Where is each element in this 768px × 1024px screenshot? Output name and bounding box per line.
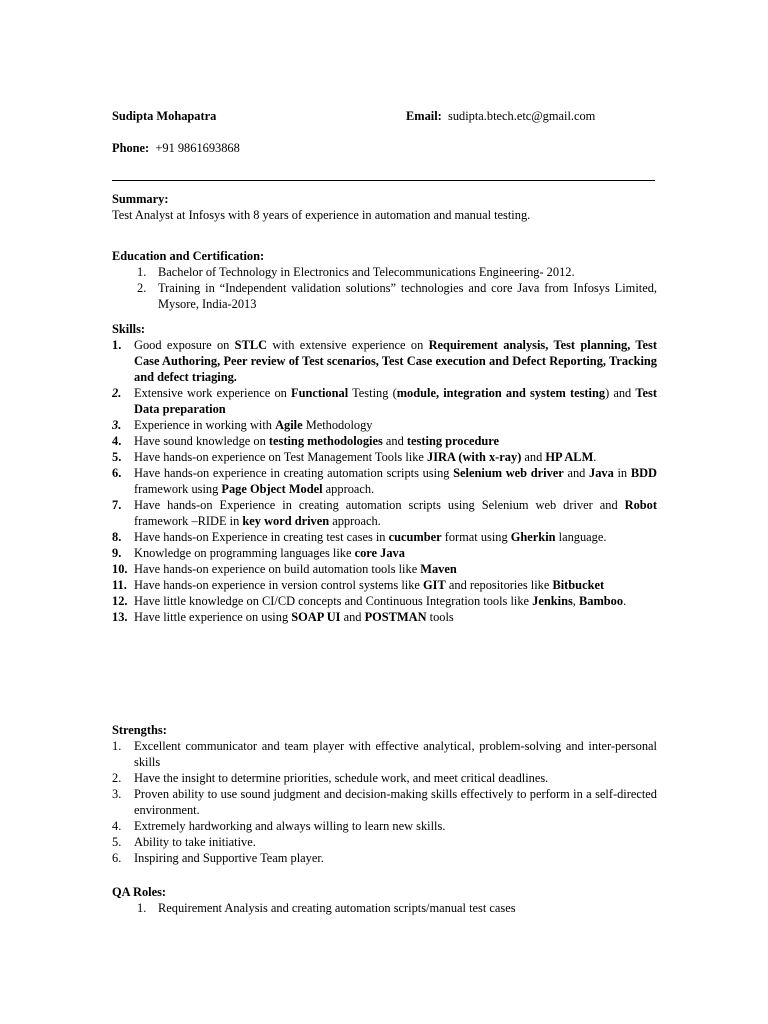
list-item: 2. Extensive work experience on Functional Testing (module, integration and system testing) and Test Data preparation (112, 386, 657, 416)
candidate-name: Sudipta Mohapatra (112, 109, 217, 123)
list-item: 1. Excellent communicator and team player with effective analytical, problem-solving and inter-personal skills (112, 739, 657, 769)
list-item: 3. Proven ability to use sound judgment and decision-making skills effectively to perform in a self-directed environment. (112, 787, 657, 817)
list-item: 2. Training in “Independent validation solutions” technologies and core Java from Infosys Limited, Mysore, India-2013 (137, 281, 657, 311)
skills-list (112, 337, 657, 625)
list-item: 5. Ability to take initiative. (112, 835, 256, 849)
strengths-section (112, 722, 657, 866)
summary-heading: Summary: (112, 192, 169, 206)
list-item: 8. Have hands-on Experience in creating test cases in cucumber format using Gherkin language. (112, 530, 607, 544)
education-list (112, 264, 657, 312)
header-divider (112, 180, 655, 181)
education-heading: Education and Certification: (112, 249, 265, 263)
strengths-list (112, 738, 657, 866)
phone-value: +91 9861693868 (155, 141, 240, 155)
list-item: 11. Have hands-on experience in version control systems like GIT and repositories like Bitbucket (112, 578, 605, 592)
qa-roles-heading: QA Roles: (112, 885, 167, 899)
list-item: 1. Bachelor of Technology in Electronics and Telecommunications Engineering- 2012. (137, 265, 575, 279)
phone-label: Phone: (112, 141, 150, 155)
education-section (112, 248, 657, 312)
list-item: 1. Good exposure on STLC with extensive experience on Requirement analysis, Test planning, Test Case Authoring, Peer review of Test scenarios, Test Case execution and Defect Reporting, Tracking and defect triaging. (112, 338, 657, 384)
list-item: 9. Knowledge on programming languages like core Java (112, 546, 405, 560)
list-item: 10. Have hands-on experience on build automation tools like Maven (112, 562, 457, 576)
qa-roles-section (112, 884, 657, 916)
list-item: 4. Have sound knowledge on testing methodologies and testing procedure (112, 434, 500, 448)
email-value: sudipta.btech.etc@gmail.com (448, 109, 596, 123)
list-item: 13. Have little experience on using SOAP UI and POSTMAN tools (112, 610, 454, 624)
email-line (406, 108, 595, 124)
list-item: 6. Inspiring and Supportive Team player. (112, 851, 324, 865)
skills-heading: Skills: (112, 322, 146, 336)
summary-text: Test Analyst at Infosys with 8 years of experience in automation and manual testing. (112, 208, 531, 222)
email-label: Email: (406, 109, 442, 123)
summary-section (112, 191, 657, 223)
list-item: 3. Experience in working with Agile Methodology (112, 418, 373, 432)
list-item: 6. Have hands-on experience in creating automation scripts using Selenium web driver and Java in BDD framework using Page Object Model approach. (112, 466, 657, 496)
list-item: 7. Have hands-on Experience in creating automation scripts using Selenium web driver and Robot framework –RIDE in key word driven approach. (112, 498, 657, 528)
phone-line (112, 140, 240, 156)
list-item: 2. Have the insight to determine priorities, schedule work, and meet critical deadlines. (112, 771, 549, 785)
list-item: 12. Have little knowledge on CI/CD concepts and Continuous Integration tools like Jenkins, Bamboo. (112, 594, 627, 608)
list-item: 4. Extremely hardworking and always willing to learn new skills. (112, 819, 446, 833)
skills-section (112, 321, 657, 625)
qa-roles-list (112, 900, 657, 916)
strengths-heading: Strengths: (112, 723, 167, 737)
list-item: 1. Requirement Analysis and creating automation scripts/manual test cases (137, 901, 516, 915)
list-item: 5. Have hands-on experience on Test Management Tools like JIRA (with x-ray) and HP ALM. (112, 450, 597, 464)
